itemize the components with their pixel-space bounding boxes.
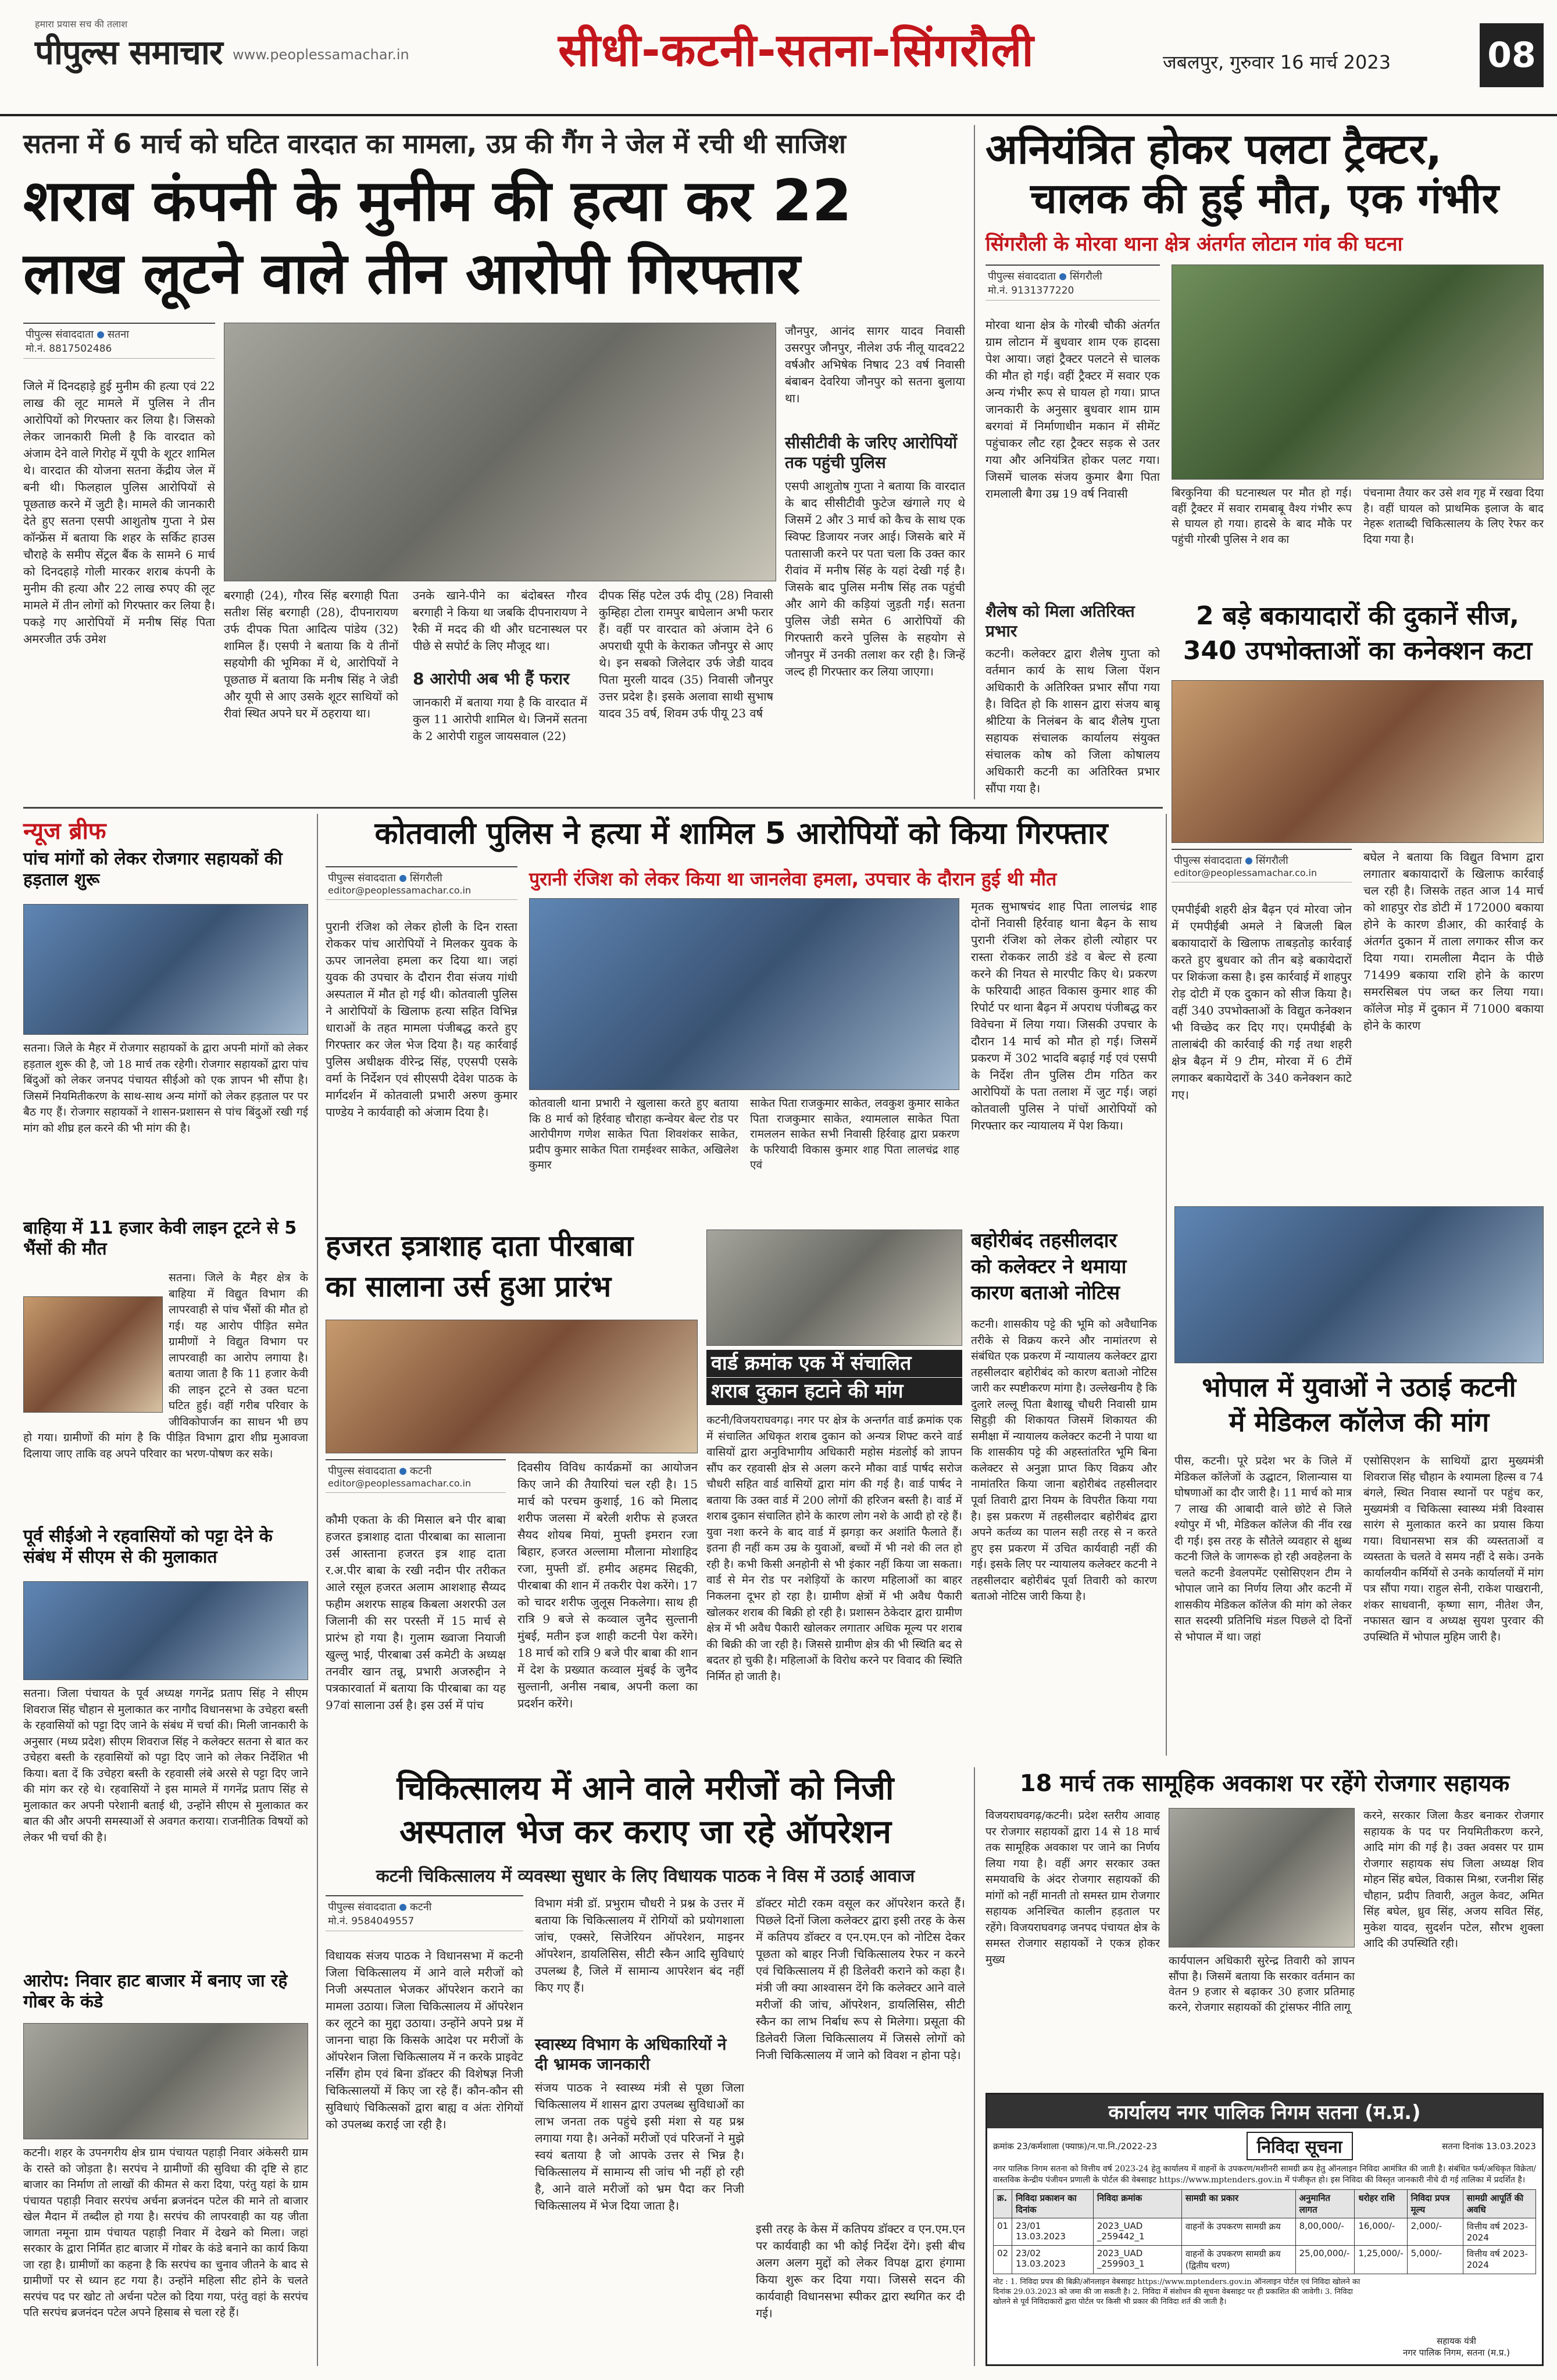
byline-email: editor@peoplessamachar.co.in <box>328 885 472 896</box>
table-cell: 2023_UAD _259442_1 <box>1093 2218 1181 2245</box>
rozgar-caption: कार्यपालन अधिकारी सुरेन्द्र तिवारी को ज्ञापन सौंपा है। जिसमें बताया कि सरकार वर्तमान का वेतन 9 हजार से बढ़ाकर 30 हजार प्रतिमाह करने, रोजगार सहायकों की ट्रांसफर नीति लागू <box>1169 1954 1355 2014</box>
table-cell: 23/01 13.03.2023 <box>1012 2218 1094 2245</box>
tender-signatory: सहायक यंत्री नगर पालिक निगम, सतना (म.प्र.) <box>1403 2336 1510 2358</box>
byline-name: पीपुल्स संवाददाता <box>328 1901 396 1913</box>
rozgar-body-col1: विजयराघवगढ़/कटनी। प्रदेश स्तरीय आवाह पर रोजगार सहायकों द्वारा 14 से 18 मार्च तक सामूहिक अवकाश पर जाने का निर्णय लिया गया है। वहीं अगर सरकार उक्त समयावधि के अंदर रोजगार सहायकों की मांगों को नहीं मानती तो समस्त ग्राम रोजगार सहायक अनिश्चित कालीन हड़ताल पर रहेंगे। विजयराघवगढ़ जनपद पंचायत क्षेत्र के समस्त रोजगार सहायकों ने एकत्र होकर मुख्य <box>985 1809 1160 1966</box>
hospital-headline-line1: चिकित्सालय में आने वाले मरीजों को निजी <box>397 1770 894 1807</box>
lead-body-col4: दीपक सिंह पटेल उर्फ दीपू (28) निवासी कुम्हिहा टोला रामपुर बाघेलान अभी फरार हैं। वहीं पर वारदात को अंजाम देने 6 अपराधी यूपी के केराकत जौनपुर से आए थे। इन सबको जिलेदार उर्फ जेडी यादव पिता मुरली यादव (35) निवासी जौनपुर उत्तर प्रदेश है। इसके अलावा साथी सुभाष यादव 35 वर्ष, शिवम उर्फ पीयू 23 वर्ष <box>599 588 773 720</box>
seize-headline-line1: 2 बड़े बकायादारों की दुकानें सीज, <box>1196 601 1519 631</box>
byline-place: सिंगरौली <box>1069 270 1102 283</box>
lead-headline-line2: लाख लूटने वाले तीन आरोपी गिरफ्तार <box>23 241 801 307</box>
table-cell: 1,25,000/- <box>1355 2245 1407 2274</box>
medical-body-col1: पीस, कटनी। पूरे प्रदेश भर के जिले में मेडिकल कॉलेजों के उद्घाटन, शिलान्यास या घोषणाओं का दौर जारी है। 11 मार्च को मात्र 7 लाख की आबादी वाले छोटे से जिले श्योपुर में भी, मेडिकल कॉलेज की नींव रख दी गई। इस तरह के सौतेले व्यवहार से क्षुब्ध कटनी जिले के जागरूक हो रही अवहेलना के चलते कटनी डेवलपमेंट एसोसिएशन टीम ने भोपाल जाने का निर्णय लिया और कटनी में शासकीय मेडिकल कॉलेज की मांग को लेकर सात सदस्यी प्रतिनिधि मंडल पिछले दो दिनों से भोपाल में था। जहां <box>1174 1455 1352 1644</box>
byline-place: कटनी <box>409 1901 432 1913</box>
column-divider <box>317 814 318 2366</box>
table-cell: 01 <box>994 2218 1012 2245</box>
brief4-headline: आरोप: निवार हाट बाजार में बनाए जा रहे गोबर के कंडे <box>23 1971 288 2012</box>
table-cell: वित्तीय वर्ष 2023-2024 <box>1463 2218 1535 2245</box>
table-cell: वित्तीय वर्ष 2023-2024 <box>1463 2245 1535 2274</box>
lead-col3 <box>413 587 587 796</box>
newspaper-logo: पीपुल्स समाचार <box>35 33 223 72</box>
byline-phone: मो.नं. 9584049557 <box>328 1916 415 1927</box>
website-url: www.peoplessamachar.in <box>233 47 409 63</box>
byline-name: पीपुल्स संवाददाता <box>988 270 1056 283</box>
bullet-icon <box>1059 273 1066 280</box>
medical-headline-line1: भोपाल में युवाओं ने उठाई कटनी <box>1202 1371 1516 1403</box>
kotwali-body-col2: मृतक सुभाषचंद शाह पिता लालचंद्र शाह दोनों निवासी हिर्रवाह थाना बैढ़न के साथ पुरानी रंजिश को लेकर होली त्योहार पर रास्ता रोककर लाठी डंडे व बेल्ट से हत्या करने की नियत से मारपीट किए थे। प्रकरण के फरियादी आहत विकास कुमार शाह की रिपोर्ट पर थाना बैढ़न में अपराध पंजीबद्ध कर विवेचना में लिया गया। जिसकी उपचार के दौरान 14 मार्च को मौत हो गई। जिसमें प्रकरण में 302 भादवि बढ़ाई गई एवं एसपी के निर्देश तीन पुलिस टीम गठित कर आरोपियों के पता तलाश में जुट गई। जहां कोतवाली पुलिस ने पांचों आरोपियों को गिरफ्तार कर न्यायालय में पेश किया। <box>971 899 1157 1132</box>
shelesh-body: कटनी। कलेक्टर द्वारा शैलेष गुप्ता को वर्तमान कार्य के साथ जिला पेंशन अधिकारी के अतिरिक्त प्रभार सौंपा गया है। विदित हो कि शासन द्वारा संजय बाबू श्रीटिया के निलंबन के बाद शैलेष गुप्ता सहायक संचालक कार्यालय संयुक्त संचालक कोष को जिला कोषालय अधिकारी कटनी का अतिरिक्त प्रभार सौंपा गया है। <box>985 646 1160 795</box>
column-divider <box>974 125 975 799</box>
page-number: 08 <box>1480 23 1544 87</box>
lead-kicker: सतना में 6 मार्च को घटित वारदात का मामला, उप्र की गैंग ने जेल में रची थी साजिश <box>23 128 846 159</box>
lead-body-col1: जिले में दिनदहाड़े हुई मुनीम की हत्या एवं 22 लाख की लूट मामले में पुलिस ने तीन आरोपियों को गिरफ्तार कर लिया है। जिसको लेकर जानकारी मिली है कि वारदात को अंजाम देने वाले गिरोह में यूपी के शूटर शामिल थे। वारदात की योजना सतना केंद्रीय जेल में बनी थी। फिलहाल पुलिस आरोपियों से पूछताछ करने में जुटी है। मामले की जानकारी देते हुए सतना एसपी आशुतोष गुप्ता ने प्रेस कॉन्फ्रेंस में बताया कि शहर के सर्किट हाउस चौराहे के समीप सेंट्रल बैंक के सामने 6 मार्च को दिनदहाड़े गोली मारकर शराब कंपनी के मुनीम की हत्या और 22 लाख रुपए की लूट मामले में तीन लोगों को गिरफ्तार कर लिया है। पकड़े गए आरोपियों में मनीष सिंह पिता अमरजीत उर्फ उमेश <box>23 379 215 646</box>
region-title: सीधी-कटनी-सतना-सिंगरौली <box>558 24 1034 77</box>
lead-photo <box>224 323 776 581</box>
brief2-body-wrap <box>23 1270 308 1514</box>
column-divider <box>1166 814 1167 1756</box>
bullet-icon <box>399 1904 406 1911</box>
hospital-subheadline: कटनी चिकित्सालय में व्यवस्था सुधार के लिए विधायक पाठक ने विस में उठाई आवाज <box>376 1866 915 1886</box>
seize-photo <box>1172 680 1544 843</box>
table-cell: 02 <box>994 2245 1012 2274</box>
byline-name: पीपुल्स संवाददाता <box>328 872 396 884</box>
medical-body-col2: एसोसिएशन के साथियों द्वारा मुख्यमंत्री शिवराज सिंह चौहान के श्यामला हिल्स व 74 बंगले, स्थित निवास स्थानों पर पहुंच कर, मुख्यमंत्री व चिकित्सा स्वास्थ्य मंत्री विश्वास सारंग से मुलाकात करने का प्रयास किया गया। विधानसभा सत्र की व्यस्तताओं व व्यस्तता के चलते वे समय नहीं दे सके। उनके कार्यालयीन कर्मियों से उनके कार्यालयों में मांग पत्र सौंपा गया। राहुल सेनी, राकेश पाखरानी, शंकर साधवानी, कृष्णा साग, नीतेश जैन, नफासत खान व अध्यक्ष सुयश पुरवार की उपस्थिति में भोपाल मुहिम जारी है। <box>1363 1455 1544 1644</box>
lead-body-col5: जौनपुर, आनंद सागर यादव निवासी उसरपुर जौनपुर, नीलेश उर्फ नीलू यादव22 वर्षऔर अभिषेक निषाद 23 वर्ष निवासी बंबाबन देवरिया जौनपुर को सतना बुलाया था। <box>785 324 965 405</box>
lead-subhead-absconding: 8 आरोपी अब भी हैं फरार <box>413 669 570 688</box>
bahoriband-headline-line2: को कलेक्टर ने थमाया <box>971 1255 1127 1278</box>
hospital-headline-line2: अस्पताल भेज कर कराए जा रहे ऑपरेशन <box>399 1813 891 1851</box>
urs-photo <box>326 1320 698 1453</box>
tender-date: सतना दिनांक 13.03.2023 <box>1442 2140 1536 2152</box>
byline-place: कटनी <box>409 1465 432 1477</box>
liquor-headline-line1: वार्ड क्रमांक एक में संचालित <box>706 1350 962 1377</box>
brief1-body: सतना। जिले के मैहर में रोजगार सहायकों के द्वारा अपनी मांगों को लेकर हड़ताल शुरू की है, जो 18 मार्च तक रहेगी। रोजगार सहायकों द्वारा पांच बिंदुओं को लेकर जनपद पंचायत सीईओ को एक ज्ञापन भी सौंपा है। जिसमें नियमितीकरण के साथ-साथ अन्य मांगों को लेकर हड़ताल पर पर बैठ गए हैं। रोजगार सहायकों ने शासन-प्रशासन से पांच बिंदुओं रखी गई मांग को शीघ्र हल करने की भी मांग की है। <box>23 1042 308 1135</box>
hospital-body-col2: विभाग मंत्री डॉ. प्रभुराम चौधरी ने प्रश्न के उत्तर में बताया कि चिकित्सालय में रोगियों को प्रयोगशाला जांच, एक्सरे, सिजेरियन ऑपरेशन, माइनर ऑपरेशन, डायलिसिस, सीटी स्कैन आदि सुविधाएं उपलब्ध है, जिले में सामान्य आपरेशन बंद नहीं किए गए हैं। <box>535 1896 744 1995</box>
kotwali-byline <box>326 866 517 900</box>
hospital-body-col3b: इसी तरह के केस में कतिपय डॉक्टर व एन.एम.एन पर कार्यवाही का भी कोई निर्देश देंगे। इसी बीच अलग अलग मुद्दों को लेकर विपक्ष द्वारा हंगामा किया शुरू कर दिया गया। जिससे सदन की कार्यवाही विधानसभा स्पीकर द्वारा स्थगित कर दी गई। <box>756 2222 965 2320</box>
float-spacer <box>23 1270 169 1416</box>
column-divider <box>974 1767 975 2366</box>
tractor-photo <box>1172 265 1544 480</box>
byline-place: सिंगरौली <box>409 872 442 884</box>
hospital-body-col1: विधायक संजय पाठक ने विधानसभा में कटनी जिला चिकित्सालय में आने वाले मरीजों को निजी अस्पताल भेजकर ऑपरेशन कराने का मामला उठाया। जिला चिकित्सालय में ऑपरेशन कर लूटने का मुद्दा उठाया। उन्होंने अपने प्रश्न में जानना चाहा कि किसके आदेश पर मरीजों के ऑपरेशन जिला चिकित्सालय में न करके प्राइवेट नर्सिंग होम एवं बिना डॉक्टर की विशेषज्ञ निजी चिकित्सालयों में किए जा रहे हैं। कौन-कौन सी सुविधाएं चिकित्सकों द्वारा बाह्य व अंतः रोगियों को उपलब्ध कराई जा रही है। <box>326 1949 523 2131</box>
table-cell: 16,000/- <box>1355 2218 1407 2245</box>
rozgar-photo <box>1169 1808 1355 1947</box>
tender-intro: नगर पालिक निगम सतना को वित्तीय वर्ष 2023-24 हेतु कार्यालय में वाहनों के उपकरण/मशीनरी सामग्री क्रय हेतु ऑनलाइन निविदा आमंत्रित की जाती है। संबंधित फर्म/अधिकृत विक्रेता/वास्तविक केन्द्रीय पंजीयन प्रणाली के पोर्टल की वेबसाइट https://www.mptenders.gov.in में पंजीकृत हो। इस निविदा की विस्तृत जानकारी नीचे दी गई तालिका में प्रदर्शित है। <box>993 2164 1536 2185</box>
section-rule <box>23 807 1163 809</box>
tractor-headline-line2: चालक की हुई मौत, एक गंभीर <box>1030 174 1499 223</box>
hospital-byline <box>326 1895 523 1931</box>
seize-body-col1: एमपीईबी शहरी क्षेत्र बैढ़न एवं मोरवा जोन में एमपीईबी अमले ने बिजली बिल बकायादारों के खिलाफ ताबड़तोड़ कार्रवाई करते हुए बुधवार को तीन बड़े बकायेदारों पर शिकंजा कसा है। इस कार्रवाई में शाहपुर रोड़ दोटी में एक दुकान को सीज किया है। वहीं 340 उपभोक्ताओं के विद्युत कनेक्शन भी विच्छेद कर दिए गए। एमपीईबी के तालाबंदी की कार्रवाई की गई तथा शहरी क्षेत्र बैढ़न में 9 टीम, मोरवा में 6 टीमें लगाकर बकायेदारों के 340 कनेक्शन काटे गए। <box>1172 902 1352 1102</box>
tractor-caption-2: पंचनामा तैयार कर उसे शव गृह में रखवा दिया है। वहीं घायल को प्राथमिक इलाज के बाद नेहरू शताब्दी चिकित्सालय के लिए रेफर कर दिया गया है। <box>1363 487 1544 546</box>
hospital-body-col2b: संजय पाठक ने स्वास्थ्य मंत्री से पूछा जिला चिकित्सालय में शासन द्वारा उपलब्ध सुविधाओं का लाभ जनता तक पहुंचे इसी मंशा से यह प्रश्न लगाया गया है। अनेकों मरीजों एवं परिजनों ने मुझे स्वयं बताया है जो आपके उत्तर से भिन्न है। चिकित्सालय में सामान्य सी जांच भी नहीं हो रही है, आने वाले मरीजों को भ्रम पैदा कर निजी चिकित्सालय में भेज दिया जाता है। <box>535 2081 744 2213</box>
tender-table-wrap <box>987 2186 1542 2278</box>
brief1-headline: पांच मांगों को लेकर रोजगार सहायकों की हड़ताल शुरू <box>23 849 283 890</box>
tractor-headline-line1: अनियंत्रित होकर पलटा ट्रैक्टर, <box>985 124 1442 173</box>
tractor-subheadline: सिंगरौली के मोरवा थाना क्षेत्र अंतर्गत लोटान गांव की घटना <box>985 233 1403 256</box>
lead-byline <box>23 323 215 359</box>
hospital-body-col3: डॉक्टर मोटी रकम वसूल कर ऑपरेशन करते हैं। पिछले दिनों जिला कलेक्टर द्वारा इसी तरह के केस में कतिपय डॉक्टर व एन.एम.एन को नोटिस देकर पूछता को बाहर निजी चिकित्सालय रेफर न करने एवं चिकित्सालय में ही डिलेवरी कराने को कहा है। मंत्री जी क्या आश्वासन देंगे कि कलेक्टर आने वाले मरीजों की जांच, ऑपरेशन, डायलिसिस, सीटी स्कैन का लाभ निर्बाध रूप से मिलेगा। प्रसूता की डिलेवरी जिला चिकित्सालय में जिससे लोगों को निजी चिकित्सालय में जाने को विवश न होना पड़े। <box>756 1896 965 2062</box>
byline-name: पीपुल्स संवाददाता <box>328 1465 396 1477</box>
rozgar-body-col2: करने, सरकार जिला कैडर बनाकर रोजगार सहायक के पद पर नियमितीकरण करने, आदि मांग की गई है। उक्त अवसर पर ग्राम रोजगार सहायक संघ जिला अध्यक्ष शिव मोहन सिंह बघेल, विकास मिश्रा, रजनीश सिंह चौहान, प्रदीप तिवारी, अतुल केवट, अमित सिंह बघेल, ध्रुव सिंह, अजय सवित सिंह, मुकेश यादव, सुदर्शन पटेल, सौरभ शुक्ला आदि की उपस्थिति रही। <box>1363 1809 1544 1950</box>
urs-headline-line2: का सालाना उर्स हुआ प्रारंभ <box>326 1270 612 1303</box>
byline-phone: मो.नं. 9131377220 <box>988 285 1074 296</box>
tender-header-row <box>987 2128 1542 2164</box>
table-cell: वाहनों के उपकरण सामग्री क्रय <box>1181 2218 1295 2245</box>
table-cell: वाहनों के उपकरण सामग्री क्रय (द्वितीय चरण) <box>1181 2245 1295 2274</box>
bullet-icon <box>399 875 406 882</box>
urs-body-col2: दिवसीय विविध कार्यक्रमों का आयोजन किए जाने की तैयारियां चल रही है। 15 मार्च को परचम कुशाई, 16 को मिलाद शरीफ जलसा में बरेली शरीफ से हजरत सैयद शोयब मियां, मुफ्ती इमरान रजा बिहार, हजरत अल्लामा मौलाना मोशाहिद रजा, मुफ्ती डॉ. हमीद अहमद सिद्दकी, पीरबाबा की शान में तकरीर पेश करेंगे। 17 को चादर शरीफ जुलूस निकलेगा। साथ ही रात्रि 9 बजे से कव्वाल जुनैद सुल्तानी मुंबई, मतीन इज शाही कटनी पेश करेंगे। 18 मार्च को रात्रि 9 बजे पीर बाबा की शान में देश के प्रख्यात कव्वाल मुंबई के जुनैद सुल्तानी, अनीस नबाब, अपनी कला का प्रदर्शन करेंगे। <box>517 1460 698 1710</box>
kotwali-photo <box>529 898 959 1090</box>
brief2-headline: बाहिया में 11 हजार केवी लाइन टूटने से 5 भैंसों की मौत <box>23 1218 297 1259</box>
lead-body-col3b: जानकारी में बताया गया है कि वारदात में कुल 11 आरोपी शामिल थे। जिनमें सतना के 2 आरोपी राहुल जायसवाल (22) <box>413 695 587 743</box>
bahoriband-headline-line3: कारण बताओ नोटिस <box>971 1281 1120 1305</box>
table-row <box>994 2245 1536 2274</box>
brief2-body: सतना। जिले के मैहर क्षेत्र के बाहिया में विद्युत विभाग की लापरवाही से पांच भैंसों की मौत हो गई। यह आरोप पीड़ित समेत ग्रामीणों ने विद्युत विभाग पर लापरवाही का आरोप लगाया है। बताया जाता है कि 11 हजार केवी की लाइन टूटने से उक्त घटना घटित हुई। वहीं गरीब परिवार के जीविकोपार्जन का साधन भी छप हो गया। ग्रामीणों की मांग है कि पीड़ित विभाग द्वारा शीघ्र मुआवजा दिलाया जाए ताकि वह अपने परिवार का भरण-पोषण कर सके। <box>23 1271 308 1461</box>
urs-headline-line1: हजरत इत्राशाह दाता पीरबाबा <box>326 1229 634 1263</box>
tender-footnote: नोट : 1. निविदा प्रपत्र की बिक्री/ऑनलाइन वेबसाइट https://www.mptenders.gov.in ऑनलाइन पोर्टल एवं निविदा खोलने का दिनांक 29.03.2023 को जमा की जा सकती है। 2. निविदा में संशोधन की सूचना वेबसाइट पर ही प्रकाशित की जावेगी। 3. निविदा खोलने से पूर्व निविदाकारों द्वारा पोर्टल पर किसी भी प्रकार की निविदा शर्त की जाती है। <box>993 2277 1360 2306</box>
table-cell: 23/02 13.03.2023 <box>1012 2245 1094 2274</box>
tender-column-header: सामग्री का प्रकार <box>1181 2189 1295 2218</box>
tender-ref: क्रमांक 23/कर्मशाला (फ्याफ़)/न.पा.नि./2022-23 <box>993 2140 1158 2152</box>
byline-email: editor@peoplessamachar.co.in <box>1174 867 1317 878</box>
tender-column-header: निविदा प्रकाशन का दिनांक <box>1012 2189 1094 2218</box>
masthead <box>0 0 1557 116</box>
brief1-photo <box>23 904 308 1035</box>
byline-place: सतना <box>107 328 129 341</box>
table-cell: 8,00,000/- <box>1295 2218 1355 2245</box>
shelesh-headline: शैलेष को मिला अतिरिक्त प्रभार <box>985 602 1135 641</box>
liquor-body: कटनी/विजयराघवगढ़। नगर पर क्षेत्र के अन्तर्गत वार्ड क्रमांक एक में संचालित अधिकृत शराब दुकान को अन्यत्र शिफ्ट करने वार्ड वासियों द्वारा अनुविभागीय अधिकारी महोस मंडलोई को ज्ञापन सौंप कर रहवासी क्षेत्र से अलग करने मौका वार्ड पार्षद सरोज चौधरी सहित वार्ड वासियों द्वारा मांग की गई है। वार्ड पार्षद ने बताया कि उक्त वार्ड में 200 लोगों की हरिजन बस्ती है। वार्ड में शराब दुकान संचालित होने के कारण लोग नशे के आदी हो रहे हैं। युवा नशा करने के बाद वार्ड में झगड़ा कर अशांति फैलाते हैं। इतना ही नहीं कम उम्र के युवाओं, बच्चों में भी नशे की लत हो रही है। कभी किसी अनहोनी से भी इंकार नहीं किया जा सकता। वार्ड से मेन रोड पर नशेड़ियों के कारण महिलाओं का बाहर निकलना दूभर हो रहा है। ग्रामीण क्षेत्रों में भी अवैध पैकारी खोलकर शराब की बिक्री हो रही है। प्रशासन ठेकेदार द्वारा ग्रामीण क्षेत्र में भी अवैध पैकारी खोलकर लगातार अधिक मूल्य पर शराब की बिक्री की जा रही है। जिससे ग्रामीण क्षेत्र की भी स्थिति बद से बदतर हो चुकी है। महिलाओं के विरोध करने पर विवाद की स्थिति निर्मित हो जाती है। <box>706 1414 962 1683</box>
hospital-col3 <box>756 1895 965 2366</box>
byline-phone: मो.नं. 8817502486 <box>26 343 112 355</box>
urs-body-col1: कौमी एकता के की मिसाल बने पीर बाबा हजरत इत्राशाह दाता पीरबाबा का सालाना उर्स आस्ताना हजरत इत्र शाह दाता र.अ.पीर बाबा के रखी नदीन पीर तरीकत आले रसूल हजरत अलाम आशशाह सैय्यद फहीम अशरफ साहब किबला अशरफी उल जिलानी की सर परस्ती में 15 मार्च से प्रारंभ हो गया है। गुलाम ख्वाजा नियाजी खुल्लु भाई, पीरबाबा उर्स कमेटी के अध्यक्ष तनवीर खान तन्नू, प्रभारी अजरुद्दीन ने पत्रकारवार्ता में बताया कि पीरबाबा का यह 97वां सालाना उर्स है। इस उर्स में पांच <box>326 1513 506 1712</box>
bullet-icon <box>1245 857 1252 864</box>
brief3-photo <box>23 1581 308 1680</box>
lead-headline-line1: शराब कंपनी के मुनीम की हत्या कर 22 <box>23 168 852 234</box>
liquor-photo <box>706 1230 962 1346</box>
tender-column-header: क्र. <box>994 2189 1012 2218</box>
bahoriband-body: कटनी। शासकीय पट्टे की भूमि को अवैधानिक तरीके से विक्रय करने और नामांतरण से संबंधित एक प्रकरण में न्यायालय कलेक्टर द्वारा तहसीलदार बहोरीबंद को कारण बताओ नोटिस जारी कर स्पष्टीकरण मांगा है। उल्लेखनीय है कि दुलारे लल्लू पिता बैशाखू चौधरी निवासी ग्राम सिहुड़ी की शिकायत जिसमें शिकायत की समीक्षा में न्यायालय कलेक्टर कटनी ने पाया था कि शासकीय पट्टे की अहस्तांतरित भूमि बिना कलेक्टर से अनुज्ञा प्राप्त किए विक्रय और नामांतरित किया जाना बहोरीबंद तहसीलदार पूर्वा तिवारी द्वारा नियम के विपरीत किया गया है। इस प्रकरण में तहसीलदार बहोरीबंद द्वारा अपने कर्तव्य का पालन सही तरह से न करते हुए इस प्रकरण में उचित कार्यवाही नहीं की गई। इसके लिए पर न्यायालय कलेक्टर कटनी ने तहसीलदार बहोरीबंद पूर्वा तिवारी को कारण बताओ नोटिस जारी किया है। <box>971 1318 1157 1603</box>
table-cell: 25,00,000/- <box>1295 2245 1355 2274</box>
liquor-headline-line2: शराब दुकान हटाने की मांग <box>706 1378 962 1405</box>
byline-place: सिंगरौली <box>1255 855 1288 867</box>
bahoriband-headline-line1: बहोरीबंद तहसीलदार <box>971 1229 1117 1252</box>
tender-column-header: निविदा प्रपत्र मूल्य <box>1407 2189 1463 2218</box>
news-brief-title: न्यूज ब्रीफ <box>23 818 106 845</box>
bullet-icon <box>399 1468 406 1475</box>
bullet-icon <box>97 331 104 338</box>
table-cell: 2023_UAD _259903_1 <box>1093 2245 1181 2274</box>
kotwali-caption-2: साकेत पिता राजकुमार साकेत, लवकुश कुमार साकेत पिता राजकुमार साकेत, श्यामलाल साकेत पिता रामललन साकेत सभी निवासी हिर्रवाह द्वारा प्रकरण के फरियादी विकास कुमार शाह पिता लालचंद्र शाह एवं <box>750 1097 959 1172</box>
news-brief <box>23 814 308 846</box>
lead-subhead-cctv: सीसीटीवी के जरिए आरोपियों तक पहुंची पुलिस <box>785 433 958 472</box>
tender-table <box>993 2189 1536 2274</box>
rozgar-headline: 18 मार्च तक सामूहिक अवकाश पर रहेंगे रोजगार सहायक <box>1019 1770 1510 1797</box>
byline-email: editor@peoplessamachar.co.in <box>328 1478 472 1489</box>
medical-headline-line2: में मेडिकल कॉलेज की मांग <box>1229 1406 1490 1438</box>
urs-byline <box>326 1459 506 1493</box>
tractor-body: मोरवा थाना क्षेत्र के गोरबी चौकी अंतर्गत ग्राम लोटान में बुधवार शाम एक हादसा पेश आया। जहां ट्रैक्टर पलटने से चालक की मौत हो गई। वहीं ट्रैक्टर में सवार एक अन्य गंभीर रूप से घायल हो गया। प्राप्त जानकारी के अनुसार बुधवार शाम ग्राम बरगवां में निर्माणाधीन मकान में सीमेंट पहुंचाकर लौट रहा ट्रैक्टर सड़क से उतर गया और अनियंत्रित होकर पलट गया। जिसमें चालक संजय कुमार बैगा पिता रामलाली बैगा उम्र 19 वर्ष निवासी <box>985 318 1160 501</box>
tender-notice <box>985 2093 1544 2366</box>
lead-body-col2: बरगाही (24), गौरव सिंह बरगाही पिता सतीश सिंह बरगाही (28), दीपनारायण उर्फ दीपक पिता आदित्य पांडेय (32) शामिल हैं। एसपी ने बताया कि ये तीनों सहयोगी की भूमिका में थे, आरोपियों ने पूछताछ में बताया कि मनीष सिंह ने जेडी और यूपी से आए उसके शूटर साथियों को रीवां स्थित अपने घर में ठहराया था। <box>224 588 398 720</box>
seize-body-col2: बघेल ने बताया कि विद्युत विभाग द्वारा लगातार बकायादारों के खिलाफ कार्रवाई चल रही है। जिसके तहत आज 14 मार्च को शाहपुर रोड डोटी में 172000 बकाया होने के कारण डीआर, की कार्रवाई के अंतर्गत दुकान में ताला लगाकर सीज कर दिया गया। रामलीला मैदान के पीछे 71499 बकाया राशि होने के कारण समरसिबल पंप जब्त कर लिया गया। कॉलेज मोड़ में दुकान में 71000 बकाया होने के कारण <box>1363 850 1544 1032</box>
tender-column-header: निविदा क्रमांक <box>1093 2189 1181 2218</box>
brief4-photo <box>23 2023 308 2139</box>
logo-tagline: हमारा प्रयास सच की तलाश <box>35 19 127 30</box>
dateline: जबलपुर, गुरुवार 16 मार्च 2023 <box>1163 51 1391 73</box>
tender-office: कार्यालय नगर पालिक निगम सतना (म.प्र.) <box>987 2095 1542 2128</box>
tender-title: निविदा सूचना <box>1247 2132 1353 2160</box>
seize-byline <box>1172 849 1352 882</box>
tractor-caption: बिरकुनिया की घटनास्थल पर मौत हो गई। वहीं ट्रैक्टर में सवार रामबाबू वैश्य गंभीर रूप से घायल हो गया। हादसे के बाद मौके पर पहुंची गोरबी पुलिस ने शव का <box>1172 487 1352 546</box>
tender-table-header <box>994 2189 1536 2218</box>
kotwali-headline: कोतवाली पुलिस ने हत्या में शामिल 5 आरोपियों को किया गिरफ्तार <box>374 816 1108 851</box>
kotwali-subheadline: पुरानी रंजिश को लेकर किया था जानलेवा हमला, उपचार के दौरान हुई थी मौत <box>529 868 1057 890</box>
hospital-subhead: स्वास्थ्य विभाग के अधिकारियों ने दी भ्रामक जानकारी <box>535 2035 727 2074</box>
brief4-body: कटनी। शहर के उपनगरीय क्षेत्र ग्राम पंचायत पहाड़ी निवार अंकेसरी ग्राम के रास्ते को जोड़ता है। सरपंच ने ग्रामीणों की सुविधा की दृष्टि से हाट बाजार का निर्माण तो लाखों की कीमत से करा दिया, परंतु यहां के ग्राम पंचायत पहाड़ी निवार सरपंच अर्चना ब्रजनंदन पटेल की माने तो बाजार खेल मैदान में तब्दील हो गया है। सरपंच की लापरवाही का यह जीता जागता नमूना ग्राम पंचायत पहाड़ी निवार में देखने को मिला। जहां सरकार के द्वारा निर्मित हाट बाजार में गोबर के कंडे बनाने का कार्य किया जा रहा है। ग्रामीणों का कहना है कि सरपंच का चुनाव जीतने के बाद से ग्रामीणों पर से ध्यान हट गया है। उन्होंने महिला सीट होने के चलते सरपंच पद पर खोट तो अर्चना पटेल को दिया गया, परंतु वहां के सरपंच पति सरपंच ब्रजनंदन पटेल अपने हिसाब से चला रहे हैं। <box>23 2146 308 2320</box>
tender-column-header: सामग्री आपूर्ति की अवधि <box>1463 2189 1535 2218</box>
tender-column-header: अनुमानित लागत <box>1295 2189 1355 2218</box>
kotwali-body-col1: पुरानी रंजिश को लेकर होली के दिन रास्ता रोककर पांच आरोपियों ने मिलकर युवक के ऊपर जानलेवा हमला कर दिया था। जहां युवक की उपचार के दौरान रीवा संजय गांधी अस्पताल में मौत हो गई थी। कोतवाली पुलिस ने आरोपियों के खिलाफ हत्या सहित विभिन्न धाराओं के तहत मामला पंजीबद्ध करते हुए गिरफ्तार कर जेल भेज दिया है। यह कार्रवाई पुलिस अधीक्षक वीरेन्द्र सिंह, एएसपी एसके वर्मा के निर्देशन एवं सीएसपी देवेश पाठक के मार्गदर्शन में कोतवाली प्रभारी अरुण कुमार पाण्डेय ने कार्यवाही को अंजाम दिया है। <box>326 920 517 1119</box>
seize-headline-line2: 340 उपभोक्ताओं का कनेक्शन कटा <box>1183 636 1533 666</box>
byline-name: पीपुल्स संवाददाता <box>26 328 94 341</box>
lead-body-col3: उनके खाने-पीने का बंदोबस्त गौरव बरगाही ने किया था जबकि दीपनारायण ने रैकी में मदद की थी और घटनास्थल पर पीछे से सपोर्ट के लिए मौजूद था। <box>413 588 587 653</box>
kotwali-caption: कोतवाली थाना प्रभारी ने खुलासा करते हुए बताया कि 8 मार्च को हिर्रवाह चौराहा कन्वेयर बेल्ट रोड पर आरोपीगण गणेश साकेत पिता शिवशंकर साकेत, प्रदीप कुमार साकेत पिता रामईश्वर साकेत, अखिलेश कुमार <box>529 1097 738 1172</box>
lead-col5 <box>785 323 965 796</box>
table-row <box>994 2218 1536 2245</box>
byline-name: पीपुल्स संवाददाता <box>1174 855 1242 867</box>
tender-column-header: धरोहर राशि <box>1355 2189 1407 2218</box>
hospital-col2 <box>535 1895 744 2366</box>
table-cell: 5,000/- <box>1407 2245 1463 2274</box>
medical-photo <box>1174 1206 1544 1363</box>
lead-body-col5b: एसपी आशुतोष गुप्ता ने बताया कि वारदात के बाद सीसीटीवी फुटेज खंगाले गए थे जिसमें 2 और 3 मार्च को कैच के साथ एक स्विफ्ट डिजायर नजर आई। जिसके बारे में पतासाजी करने पर पता चला कि उक्त कार रीवांव में मनीष सिंह के यहां देखी गई है। जिसके बाद पुलिस मनीष सिंह तक पहुंची और आगे की कड़ियां जुड़ती गईं। सतना पुलिस जेडी समेत 6 आरोपियों की गिरफ्तारी करने पुलिस के सहयोग से जौनपुर में उनकी तलाश कर रही है। जिन्हें जल्द ही गिरफ्तार कर लिया जाएगा। <box>785 479 965 679</box>
tractor-byline <box>985 265 1160 301</box>
tender-table-body <box>994 2218 1536 2274</box>
table-cell: 2,000/- <box>1407 2218 1463 2245</box>
brief3-body: सतना। जिला पंचायत के पूर्व अध्यक्ष गगनेंद्र प्रताप सिंह ने सीएम शिवराज सिंह चौहान से मुलाकात कर नागौद विधानसभा के उचेहरा बस्ती के रहवासियों को पट्टा दिए जाने के संबंध में चर्चा की। मिली जानकारी के अनुसार (मध्य प्रदेश) सीएम शिवराज सिंह ने कलेक्टर सतना से बात कर उचेहरा बस्ती के रहवासियों को पट्टा दिए जाने को लेकर निर्देशित भी किया। बता दें कि उचेहरा बस्ती के रहवासी लंबे अरसे से पट्टा दिए जाने की मांग कर रहे थे। रहवासियों ने इस मामले में गगनेंद्र प्रताप सिंह से मुलाकात कर अपनी परेशानी बताई थी, उन्होंने सीएम से मुलाकात कर बात की और अपनी समस्याओं से अवगत कराया। राजनीतिक विषयों को लेकर भी चर्चा की है। <box>23 1687 308 1844</box>
brief3-headline: पूर्व सीईओ ने रहवासियों को पट्टा देने के संबंध में सीएम से की मुलाकात <box>23 1526 273 1567</box>
